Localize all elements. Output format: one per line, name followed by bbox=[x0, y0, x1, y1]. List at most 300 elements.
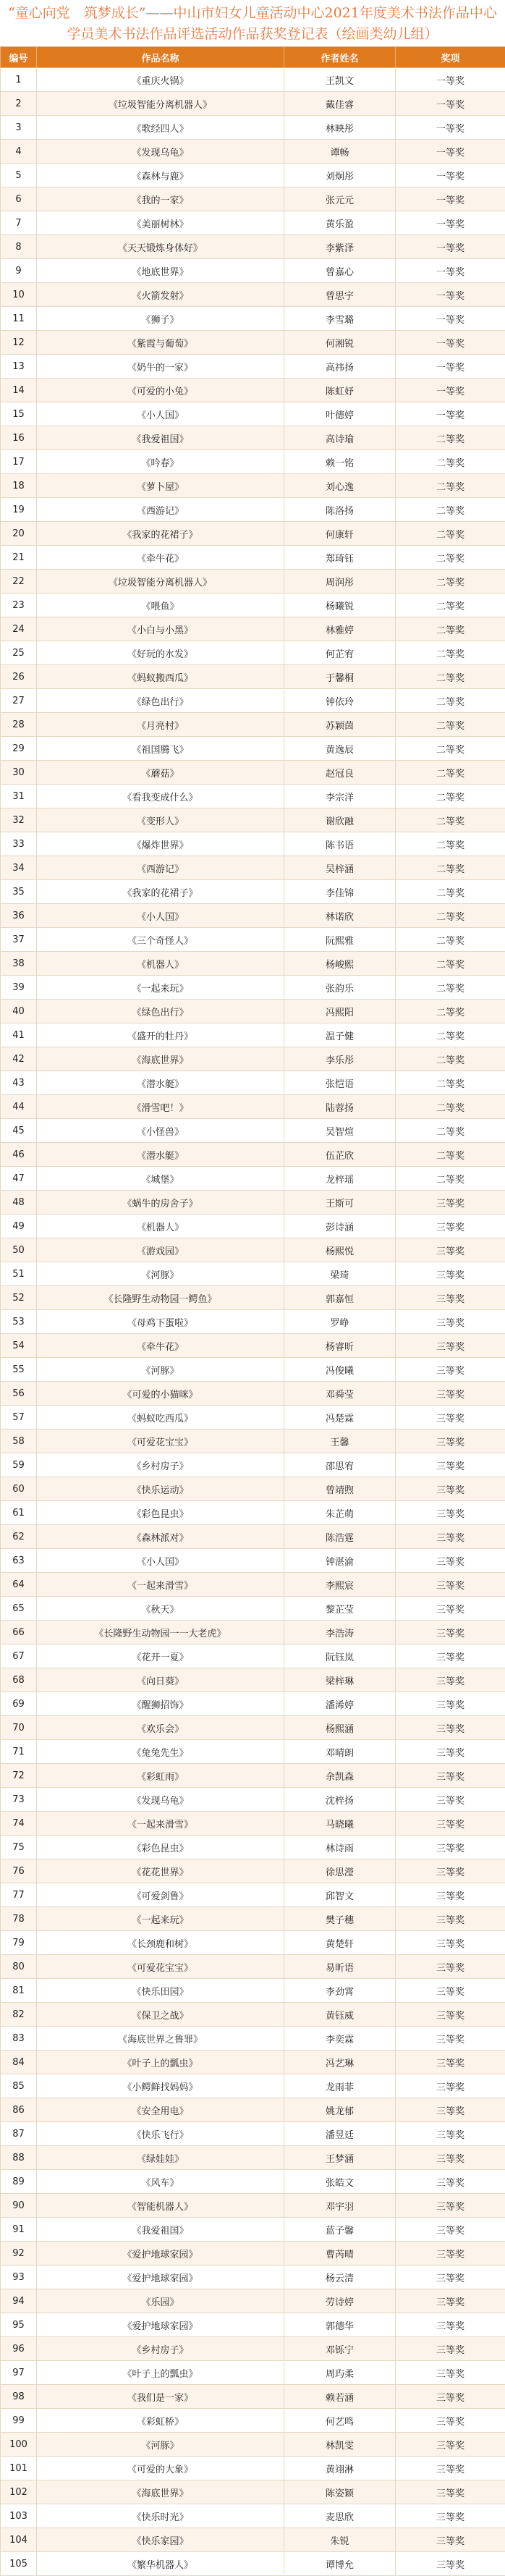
cell-number: 22 bbox=[1, 570, 37, 594]
cell-award: 一等奖 bbox=[396, 379, 505, 402]
cell-work-title: 《小人国》 bbox=[37, 1549, 284, 1573]
table-row bbox=[1, 2409, 505, 2433]
cell-number: 58 bbox=[1, 1430, 37, 1453]
cell-author: 陈虹妤 bbox=[284, 379, 396, 402]
cell-number: 79 bbox=[1, 1931, 37, 1955]
cell-award: 三等奖 bbox=[396, 1501, 505, 1525]
table-row bbox=[1, 2361, 505, 2385]
cell-author: 何艺鸣 bbox=[284, 2409, 396, 2433]
cell-award: 二等奖 bbox=[396, 1119, 505, 1143]
table-row bbox=[1, 1907, 505, 1931]
table-row bbox=[1, 2528, 505, 2552]
cell-award: 三等奖 bbox=[396, 1549, 505, 1573]
cell-award: 三等奖 bbox=[396, 1573, 505, 1597]
table-row bbox=[1, 1883, 505, 1907]
cell-author: 黄乐盈 bbox=[284, 211, 396, 235]
cell-number: 73 bbox=[1, 1788, 37, 1812]
cell-work-title: 《好玩的水发》 bbox=[37, 641, 284, 665]
table-row bbox=[1, 1573, 505, 1597]
cell-award: 二等奖 bbox=[396, 570, 505, 594]
cell-work-title: 《快乐家园》 bbox=[37, 2528, 284, 2552]
cell-number: 34 bbox=[1, 856, 37, 880]
cell-award: 二等奖 bbox=[396, 1095, 505, 1119]
cell-number: 33 bbox=[1, 832, 37, 856]
cell-author: 阮钰岚 bbox=[284, 1644, 396, 1668]
table-row bbox=[1, 1000, 505, 1023]
cell-number: 2 bbox=[1, 92, 37, 116]
cell-work-title: 《绿色出行》 bbox=[37, 1000, 284, 1023]
table-row bbox=[1, 641, 505, 665]
table-row bbox=[1, 1143, 505, 1167]
table-row bbox=[1, 928, 505, 952]
cell-author: 余凯森 bbox=[284, 1764, 396, 1788]
table-row bbox=[1, 2552, 505, 2576]
cell-number: 9 bbox=[1, 259, 37, 283]
cell-author: 陆蓉扬 bbox=[284, 1095, 396, 1119]
cell-author: 钟湛渝 bbox=[284, 1549, 396, 1573]
cell-work-title: 《快乐田园》 bbox=[37, 1979, 284, 2003]
table-row bbox=[1, 1525, 505, 1549]
cell-number: 78 bbox=[1, 1907, 37, 1931]
cell-number: 101 bbox=[1, 2457, 37, 2480]
cell-number: 10 bbox=[1, 283, 37, 307]
cell-author: 苏颖茵 bbox=[284, 713, 396, 737]
cell-work-title: 《牵牛花》 bbox=[37, 1334, 284, 1358]
cell-author: 叶德婷 bbox=[284, 402, 396, 426]
table-row bbox=[1, 2265, 505, 2289]
table-row bbox=[1, 1238, 505, 1262]
cell-work-title: 《叶子上的瓢虫》 bbox=[37, 2361, 284, 2385]
cell-work-title: 《可爱花宝宝》 bbox=[37, 1955, 284, 1979]
table-row bbox=[1, 1955, 505, 1979]
cell-work-title: 《爱护地球家园》 bbox=[37, 2265, 284, 2289]
cell-author: 黄楚轩 bbox=[284, 1931, 396, 1955]
table-row bbox=[1, 2289, 505, 2313]
cell-author: 周润彤 bbox=[284, 570, 396, 594]
cell-work-title: 《智能机器人》 bbox=[37, 2194, 284, 2218]
cell-number: 23 bbox=[1, 594, 37, 617]
cell-author: 蓝子馨 bbox=[284, 2218, 396, 2242]
cell-author: 邓宇羽 bbox=[284, 2194, 396, 2218]
cell-award: 三等奖 bbox=[396, 1883, 505, 1907]
cell-work-title: 《彩虹桥》 bbox=[37, 2409, 284, 2433]
table-row bbox=[1, 808, 505, 832]
cell-work-title: 《蜗牛的房舍子》 bbox=[37, 1191, 284, 1215]
cell-award: 三等奖 bbox=[396, 2242, 505, 2265]
cell-number: 67 bbox=[1, 1644, 37, 1668]
table-row bbox=[1, 2313, 505, 2337]
table-row bbox=[1, 116, 505, 140]
cell-number: 51 bbox=[1, 1262, 37, 1286]
table-row bbox=[1, 713, 505, 737]
table-row bbox=[1, 1501, 505, 1525]
cell-award: 三等奖 bbox=[396, 1191, 505, 1215]
cell-award: 二等奖 bbox=[396, 665, 505, 689]
cell-number: 35 bbox=[1, 880, 37, 904]
table-row bbox=[1, 761, 505, 785]
cell-award: 二等奖 bbox=[396, 498, 505, 522]
table-row bbox=[1, 2098, 505, 2122]
cell-award: 三等奖 bbox=[396, 1382, 505, 1406]
cell-author: 温子健 bbox=[284, 1023, 396, 1047]
cell-author: 杨峻熙 bbox=[284, 952, 396, 976]
table-row bbox=[1, 450, 505, 474]
cell-work-title: 《西游记》 bbox=[37, 498, 284, 522]
cell-work-title: 《彩色昆虫》 bbox=[37, 1501, 284, 1525]
cell-award: 二等奖 bbox=[396, 1000, 505, 1023]
cell-number: 61 bbox=[1, 1501, 37, 1525]
cell-award: 三等奖 bbox=[396, 1310, 505, 1334]
cell-number: 83 bbox=[1, 2027, 37, 2051]
table-row bbox=[1, 2480, 505, 2504]
cell-award: 三等奖 bbox=[396, 2003, 505, 2027]
cell-number: 82 bbox=[1, 2003, 37, 2027]
table-row bbox=[1, 1167, 505, 1191]
cell-number: 44 bbox=[1, 1095, 37, 1119]
cell-number: 39 bbox=[1, 976, 37, 1000]
cell-number: 84 bbox=[1, 2051, 37, 2074]
table-row bbox=[1, 283, 505, 307]
table-row bbox=[1, 546, 505, 570]
cell-number: 57 bbox=[1, 1406, 37, 1430]
table-row bbox=[1, 1979, 505, 2003]
cell-award: 一等奖 bbox=[396, 116, 505, 140]
cell-author: 何湘锐 bbox=[284, 331, 396, 355]
cell-author: 于馨桐 bbox=[284, 665, 396, 689]
cell-number: 64 bbox=[1, 1573, 37, 1597]
cell-award: 三等奖 bbox=[396, 1453, 505, 1477]
table-row bbox=[1, 1310, 505, 1334]
cell-author: 邓舜莹 bbox=[284, 1382, 396, 1406]
cell-work-title: 《我爱祖国》 bbox=[37, 426, 284, 450]
cell-number: 103 bbox=[1, 2504, 37, 2528]
cell-award: 三等奖 bbox=[396, 1812, 505, 1836]
cell-number: 98 bbox=[1, 2385, 37, 2409]
cell-number: 88 bbox=[1, 2146, 37, 2170]
cell-award: 二等奖 bbox=[396, 928, 505, 952]
cell-number: 46 bbox=[1, 1143, 37, 1167]
cell-award: 二等奖 bbox=[396, 856, 505, 880]
cell-work-title: 《垃圾智能分离机器人》 bbox=[37, 92, 284, 116]
award-table bbox=[0, 46, 505, 2576]
cell-author: 陈姿颖 bbox=[284, 2480, 396, 2504]
cell-work-title: 《长隆野生动物园一一大老虎》 bbox=[37, 1621, 284, 1644]
cell-award: 三等奖 bbox=[396, 2337, 505, 2361]
table-row bbox=[1, 2242, 505, 2265]
cell-award: 三等奖 bbox=[396, 1215, 505, 1238]
cell-award: 三等奖 bbox=[396, 2433, 505, 2457]
cell-number: 31 bbox=[1, 785, 37, 808]
table-row bbox=[1, 355, 505, 379]
cell-work-title: 《可爱的小猫咪》 bbox=[37, 1382, 284, 1406]
cell-author: 邓铄宁 bbox=[284, 2337, 396, 2361]
cell-author: 杨熙悦 bbox=[284, 1238, 396, 1262]
cell-number: 69 bbox=[1, 1692, 37, 1716]
cell-award: 二等奖 bbox=[396, 450, 505, 474]
cell-award: 一等奖 bbox=[396, 307, 505, 331]
cell-award: 二等奖 bbox=[396, 594, 505, 617]
cell-author: 杨熙涵 bbox=[284, 1716, 396, 1740]
cell-work-title: 《机器人》 bbox=[37, 952, 284, 976]
table-row bbox=[1, 426, 505, 450]
cell-author: 谭畅 bbox=[284, 140, 396, 164]
cell-work-title: 《天天锻炼身体好》 bbox=[37, 235, 284, 259]
table-row bbox=[1, 522, 505, 546]
cell-work-title: 《狮子》 bbox=[37, 307, 284, 331]
table-row bbox=[1, 2218, 505, 2242]
cell-work-title: 《机器人》 bbox=[37, 1215, 284, 1238]
cell-author: 李浩涛 bbox=[284, 1621, 396, 1644]
cell-author: 冯俊曦 bbox=[284, 1358, 396, 1382]
cell-award: 三等奖 bbox=[396, 1740, 505, 1764]
cell-number: 81 bbox=[1, 1979, 37, 2003]
cell-award: 三等奖 bbox=[396, 1238, 505, 1262]
cell-award: 二等奖 bbox=[396, 522, 505, 546]
cell-award: 二等奖 bbox=[396, 737, 505, 761]
cell-work-title: 《吟春》 bbox=[37, 450, 284, 474]
cell-author: 杨曦锐 bbox=[284, 594, 396, 617]
cell-author: 徐思瀅 bbox=[284, 1859, 396, 1883]
cell-number: 42 bbox=[1, 1047, 37, 1071]
cell-author: 彭诗涵 bbox=[284, 1215, 396, 1238]
cell-award: 一等奖 bbox=[396, 259, 505, 283]
table-row bbox=[1, 2003, 505, 2027]
cell-author: 张元元 bbox=[284, 187, 396, 211]
cell-work-title: 《森林派对》 bbox=[37, 1525, 284, 1549]
cell-author: 赵冠良 bbox=[284, 761, 396, 785]
cell-award: 一等奖 bbox=[396, 283, 505, 307]
cell-work-title: 《垃圾智能分离机器人》 bbox=[37, 570, 284, 594]
cell-number: 41 bbox=[1, 1023, 37, 1047]
table-row bbox=[1, 689, 505, 713]
cell-work-title: 《萝卜屋》 bbox=[37, 474, 284, 498]
cell-author: 林映彤 bbox=[284, 116, 396, 140]
cell-number: 90 bbox=[1, 2194, 37, 2218]
cell-work-title: 《小白与小黑》 bbox=[37, 617, 284, 641]
cell-number: 19 bbox=[1, 498, 37, 522]
cell-number: 43 bbox=[1, 1071, 37, 1095]
table-row bbox=[1, 2074, 505, 2098]
cell-author: 王馨 bbox=[284, 1430, 396, 1453]
cell-award: 三等奖 bbox=[396, 1931, 505, 1955]
cell-work-title: 《安全用电》 bbox=[37, 2098, 284, 2122]
cell-number: 45 bbox=[1, 1119, 37, 1143]
cell-work-title: 《彩虹雨》 bbox=[37, 1764, 284, 1788]
cell-number: 76 bbox=[1, 1859, 37, 1883]
cell-author: 刘心逸 bbox=[284, 474, 396, 498]
cell-number: 21 bbox=[1, 546, 37, 570]
cell-award: 一等奖 bbox=[396, 140, 505, 164]
table-row bbox=[1, 832, 505, 856]
cell-award: 二等奖 bbox=[396, 952, 505, 976]
cell-number: 3 bbox=[1, 116, 37, 140]
cell-work-title: 《花开一夏》 bbox=[37, 1644, 284, 1668]
cell-author: 潘浠婷 bbox=[284, 1692, 396, 1716]
header-award: 奖项 bbox=[396, 47, 505, 68]
cell-number: 5 bbox=[1, 164, 37, 187]
cell-author: 龙梓瑶 bbox=[284, 1167, 396, 1191]
cell-author: 陈书语 bbox=[284, 832, 396, 856]
cell-work-title: 《盛开的牡丹》 bbox=[37, 1023, 284, 1047]
cell-award: 三等奖 bbox=[396, 2528, 505, 2552]
cell-work-title: 《三个奇怪人》 bbox=[37, 928, 284, 952]
cell-work-title: 《游戏园》 bbox=[37, 1238, 284, 1262]
header-author: 作者姓名 bbox=[284, 47, 396, 68]
table-row bbox=[1, 187, 505, 211]
cell-number: 70 bbox=[1, 1716, 37, 1740]
cell-award: 三等奖 bbox=[396, 1406, 505, 1430]
cell-award: 二等奖 bbox=[396, 689, 505, 713]
cell-number: 60 bbox=[1, 1477, 37, 1501]
header-number: 编号 bbox=[1, 47, 37, 68]
cell-number: 72 bbox=[1, 1764, 37, 1788]
table-row bbox=[1, 1859, 505, 1883]
cell-number: 65 bbox=[1, 1597, 37, 1621]
cell-work-title: 《海底世界》 bbox=[37, 2480, 284, 2504]
cell-work-title: 《我们是一家》 bbox=[37, 2385, 284, 2409]
table-row bbox=[1, 331, 505, 355]
cell-number: 86 bbox=[1, 2098, 37, 2122]
cell-author: 沈梓扬 bbox=[284, 1788, 396, 1812]
cell-award: 二等奖 bbox=[396, 808, 505, 832]
table-row bbox=[1, 1406, 505, 1430]
cell-number: 93 bbox=[1, 2265, 37, 2289]
cell-work-title: 《歌经四人》 bbox=[37, 116, 284, 140]
cell-award: 二等奖 bbox=[396, 1047, 505, 1071]
cell-author: 陈浩霆 bbox=[284, 1525, 396, 1549]
cell-work-title: 《花花世界》 bbox=[37, 1859, 284, 1883]
cell-number: 37 bbox=[1, 928, 37, 952]
cell-number: 91 bbox=[1, 2218, 37, 2242]
cell-work-title: 《可爱剑鲁》 bbox=[37, 1883, 284, 1907]
cell-author: 邵思宥 bbox=[284, 1453, 396, 1477]
table-row bbox=[1, 2337, 505, 2361]
table-row bbox=[1, 235, 505, 259]
cell-work-title: 《我的一家》 bbox=[37, 187, 284, 211]
cell-award: 三等奖 bbox=[396, 1597, 505, 1621]
cell-number: 24 bbox=[1, 617, 37, 641]
table-row bbox=[1, 1716, 505, 1740]
cell-author: 梁琦 bbox=[284, 1262, 396, 1286]
cell-work-title: 《繁华机器人》 bbox=[37, 2552, 284, 2576]
cell-work-title: 《紫霞与葡萄》 bbox=[37, 331, 284, 355]
cell-author: 高诗瑜 bbox=[284, 426, 396, 450]
cell-award: 三等奖 bbox=[396, 1859, 505, 1883]
cell-work-title: 《叶子上的瓢虫》 bbox=[37, 2051, 284, 2074]
table-row bbox=[1, 92, 505, 116]
cell-number: 75 bbox=[1, 1836, 37, 1859]
table-row bbox=[1, 1191, 505, 1215]
cell-author: 曹芮晴 bbox=[284, 2242, 396, 2265]
cell-number: 38 bbox=[1, 952, 37, 976]
cell-author: 王斯可 bbox=[284, 1191, 396, 1215]
cell-work-title: 《看我变成什么》 bbox=[37, 785, 284, 808]
cell-work-title: 《绿色出行》 bbox=[37, 689, 284, 713]
table-row bbox=[1, 2504, 505, 2528]
table-row bbox=[1, 1931, 505, 1955]
table-row bbox=[1, 1095, 505, 1119]
cell-award: 二等奖 bbox=[396, 641, 505, 665]
cell-work-title: 《快乐时光》 bbox=[37, 2504, 284, 2528]
cell-number: 97 bbox=[1, 2361, 37, 2385]
cell-number: 85 bbox=[1, 2074, 37, 2098]
table-row bbox=[1, 1215, 505, 1238]
cell-work-title: 《小怪兽》 bbox=[37, 1119, 284, 1143]
table-row bbox=[1, 617, 505, 641]
cell-author: 周玙柔 bbox=[284, 2361, 396, 2385]
table-row bbox=[1, 2385, 505, 2409]
cell-number: 104 bbox=[1, 2528, 37, 2552]
cell-author: 樊子穗 bbox=[284, 1907, 396, 1931]
cell-award: 三等奖 bbox=[396, 2504, 505, 2528]
cell-award: 二等奖 bbox=[396, 1143, 505, 1167]
table-row bbox=[1, 1644, 505, 1668]
cell-author: 何芷宥 bbox=[284, 641, 396, 665]
table-row bbox=[1, 2027, 505, 2051]
cell-award: 二等奖 bbox=[396, 904, 505, 928]
cell-award: 一等奖 bbox=[396, 211, 505, 235]
cell-award: 三等奖 bbox=[396, 1262, 505, 1286]
table-row bbox=[1, 140, 505, 164]
cell-number: 4 bbox=[1, 140, 37, 164]
cell-award: 三等奖 bbox=[396, 1286, 505, 1310]
cell-award: 一等奖 bbox=[396, 235, 505, 259]
cell-number: 20 bbox=[1, 522, 37, 546]
cell-number: 95 bbox=[1, 2313, 37, 2337]
table-row bbox=[1, 259, 505, 283]
cell-work-title: 《小人国》 bbox=[37, 904, 284, 928]
cell-work-title: 《蚂蚁吃西瓜》 bbox=[37, 1406, 284, 1430]
table-row bbox=[1, 2146, 505, 2170]
table-row bbox=[1, 1668, 505, 1692]
cell-author: 李乐彤 bbox=[284, 1047, 396, 1071]
table-row bbox=[1, 1597, 505, 1621]
table-row bbox=[1, 1788, 505, 1812]
cell-number: 12 bbox=[1, 331, 37, 355]
cell-work-title: 《快乐运动》 bbox=[37, 1477, 284, 1501]
cell-work-title: 《小人国》 bbox=[37, 402, 284, 426]
cell-work-title: 《海底世界》 bbox=[37, 1047, 284, 1071]
cell-number: 36 bbox=[1, 904, 37, 928]
cell-number: 89 bbox=[1, 2170, 37, 2194]
table-row bbox=[1, 402, 505, 426]
cell-number: 56 bbox=[1, 1382, 37, 1406]
cell-number: 102 bbox=[1, 2480, 37, 2504]
cell-author: 姚龙郁 bbox=[284, 2098, 396, 2122]
cell-author: 黄逸辰 bbox=[284, 737, 396, 761]
cell-author: 郑琦钰 bbox=[284, 546, 396, 570]
cell-award: 三等奖 bbox=[396, 2051, 505, 2074]
header-work-title: 作品名称 bbox=[37, 47, 284, 68]
cell-work-title: 《变形人》 bbox=[37, 808, 284, 832]
cell-author: 郭嘉恒 bbox=[284, 1286, 396, 1310]
cell-number: 13 bbox=[1, 355, 37, 379]
cell-number: 25 bbox=[1, 641, 37, 665]
table-row bbox=[1, 211, 505, 235]
cell-work-title: 《森林与鹿》 bbox=[37, 164, 284, 187]
cell-author: 李宗洋 bbox=[284, 785, 396, 808]
table-row bbox=[1, 2170, 505, 2194]
cell-work-title: 《滑雪吧！》 bbox=[37, 1095, 284, 1119]
cell-work-title: 《城堡》 bbox=[37, 1167, 284, 1191]
cell-author: 李劲霄 bbox=[284, 1979, 396, 2003]
cell-author: 李佳锦 bbox=[284, 880, 396, 904]
cell-award: 二等奖 bbox=[396, 880, 505, 904]
cell-award: 三等奖 bbox=[396, 1979, 505, 2003]
cell-award: 二等奖 bbox=[396, 832, 505, 856]
cell-work-title: 《牵牛花》 bbox=[37, 546, 284, 570]
table-row bbox=[1, 976, 505, 1000]
